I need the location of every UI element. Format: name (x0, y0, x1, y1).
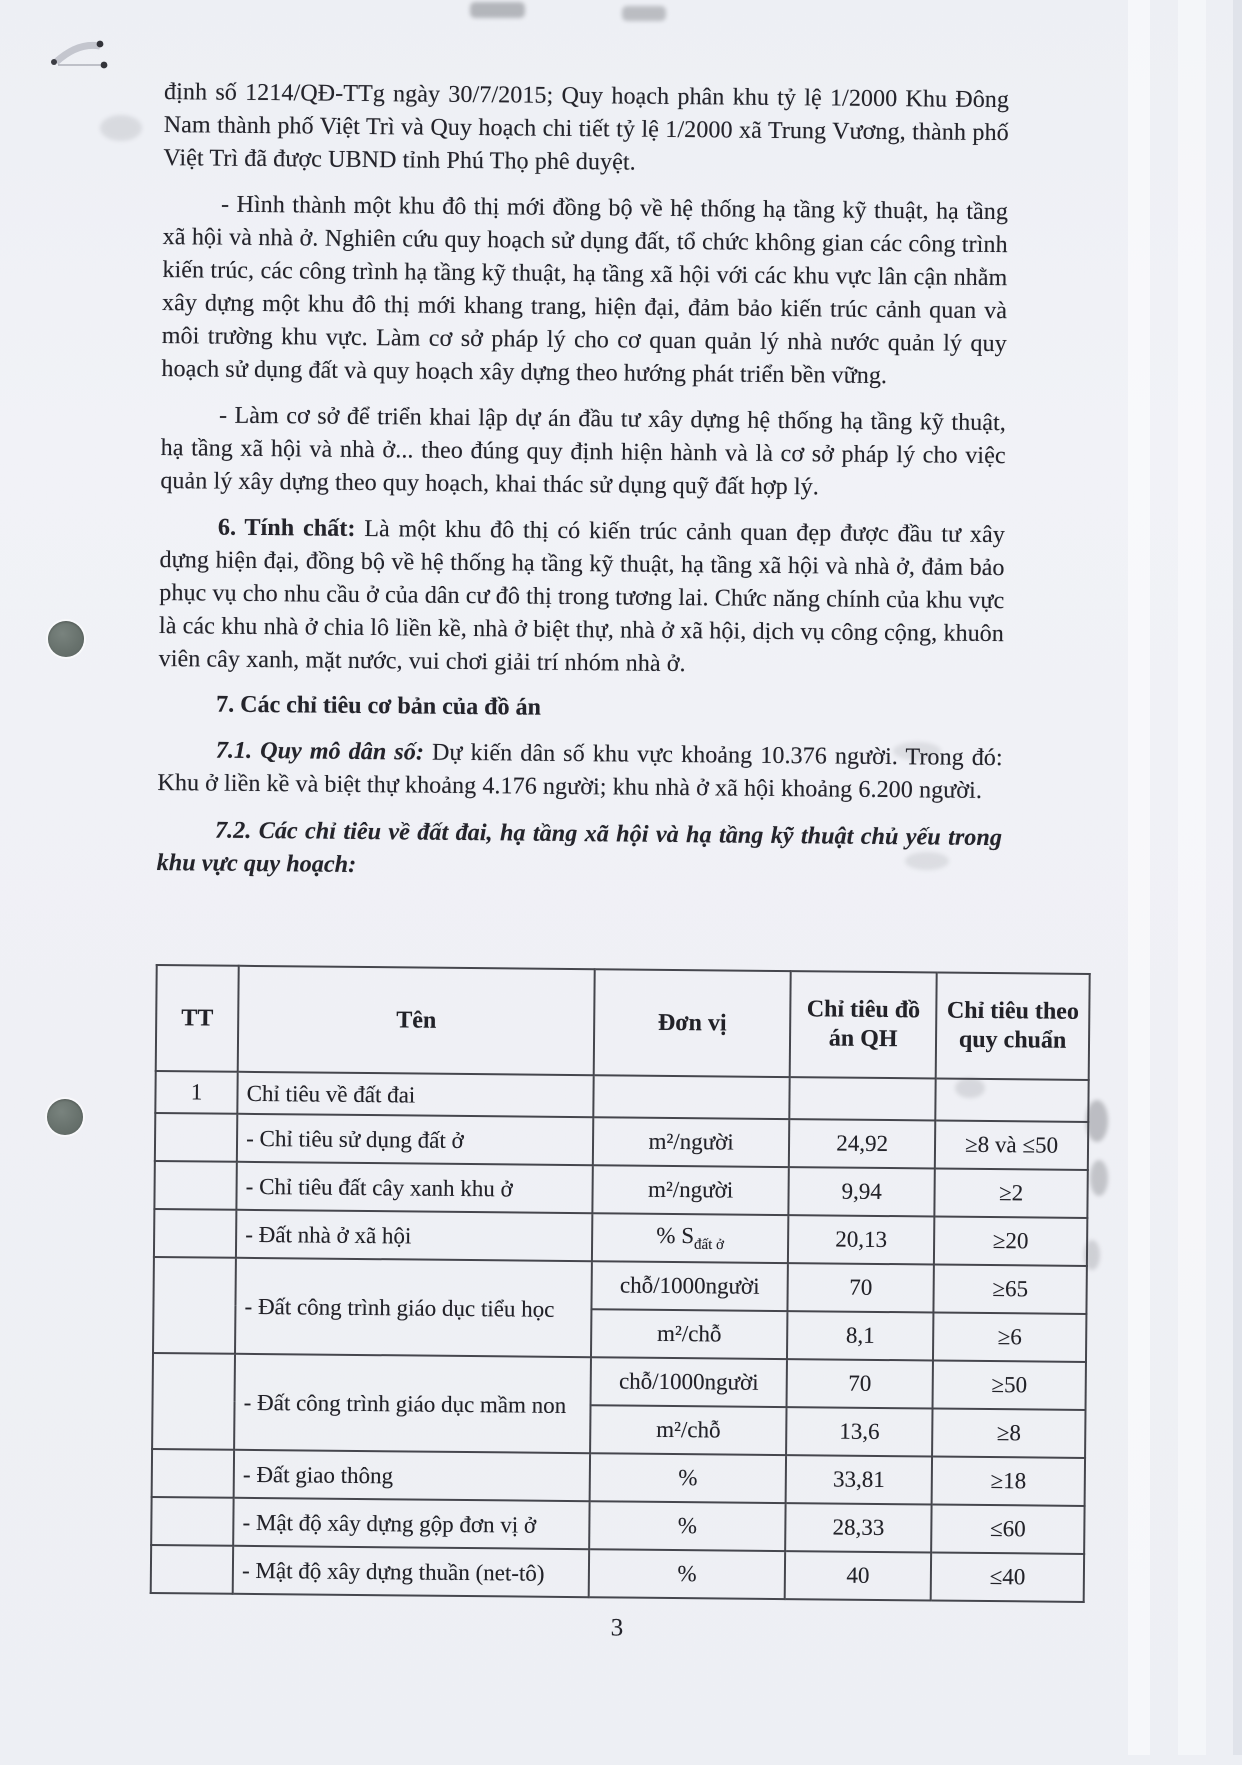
cell-tt (153, 1257, 236, 1354)
cell-tt (154, 1161, 237, 1210)
cell-tt (152, 1449, 235, 1498)
cell-name: - Đất công trình giáo dục tiểu học (235, 1258, 592, 1357)
cell-qh: 8,1 (787, 1311, 934, 1360)
section-6-text: Là một khu đô thị có kiến trúc cảnh quan đẹp được đầu tư xây dựng hiện đại, đồng bộ về hệ thống hạ tầng kỹ thuật, hạ tầng xã hội và nhà ở, đảm bảo phục vụ cho nhu cầu ở của dân cư đô thị trong tương lai. Chức năng chính của khu vực là các khu nhà ở chia lô liền kề, nhà ở biệt thự, nhà ở xã hội, dịch vụ công cộng, khuôn viên cây xanh, mặt nước, vui chơi giải trí nhóm nhà ở. (158, 515, 1006, 678)
cell-unit: m²/chỗ (590, 1405, 786, 1455)
cell-standard: ≤40 (931, 1552, 1084, 1601)
cell-standard: ≥6 (933, 1312, 1086, 1361)
cell-name: - Chỉ tiêu đất cây xanh khu ở (237, 1162, 593, 1213)
cell-unit: m²/người (593, 1117, 789, 1167)
cell-standard: ≤60 (931, 1504, 1084, 1553)
cell-qh: 70 (787, 1359, 934, 1408)
criteria-table (150, 964, 1091, 1603)
table-row (153, 1257, 1086, 1314)
table-header-row (156, 965, 1090, 1080)
header-unit: Đơn vị (594, 969, 791, 1077)
cell-name: - Mật độ xây dựng gộp đơn vị ở (233, 1498, 589, 1549)
cell-qh (789, 1077, 935, 1120)
header-qh: Chỉ tiêu đồ án QH (790, 971, 937, 1078)
cell-qh: 24,92 (789, 1119, 936, 1168)
cell-tt (154, 1209, 237, 1258)
cell-standard: ≥2 (934, 1168, 1087, 1217)
cell-tt (152, 1353, 235, 1450)
cell-unit: chỗ/1000người (592, 1261, 788, 1311)
section-7-1-text: Dự kiến dân số khu vực khoảng 10.376 người. Trong đó: Khu ở liền kề và biệt thự khoảng 4.176 người; khu nhà ở xã hội khoảng 6.200 người. (157, 739, 1003, 804)
table-row (151, 1545, 1084, 1602)
header-standard: Chỉ tiêu theo quy chuẩn (936, 973, 1090, 1080)
cell-unit (593, 1075, 789, 1119)
cell-tt (151, 1545, 234, 1594)
cell-qh: 9,94 (788, 1167, 935, 1216)
page-number: 3 (610, 1614, 624, 1642)
section-7-1-label: 7.1. Quy mô dân số: (215, 737, 425, 766)
unit-subscript: đất ở (693, 1236, 725, 1253)
cell-unit (592, 1213, 788, 1263)
cell-tt: 1 (155, 1071, 238, 1114)
cell-standard: ≥8 và ≤50 (935, 1120, 1088, 1169)
cell-standard: ≥50 (933, 1360, 1086, 1409)
paragraph-section-7-1 (157, 734, 1003, 808)
cell-qh: 28,33 (785, 1503, 932, 1552)
paragraph-section-7-2: 7.2. Các chỉ tiêu về đất đai, hạ tầng xã hội và hạ tầng kỹ thuật chủ yếu trong khu vực quy hoạch: (156, 817, 1003, 878)
cell-unit: m²/chỗ (591, 1309, 787, 1359)
paragraph-decision-reference: định số 1214/QĐ-TTg ngày 30/7/2015; Quy hoạch phân khu tỷ lệ 1/2000 Khu Đông Nam thành phố Việt Trì và Quy hoạch chi tiết tỷ lệ 1/2000 xã Trung Vương, thành phố Việt Trì đã được UBND tỉnh Phú Thọ phê duyệt. (163, 79, 1010, 176)
cell-unit: % (590, 1453, 786, 1503)
cell-qh: 20,13 (788, 1215, 935, 1264)
cell-name: - Đất công trình giáo dục mầm non (234, 1354, 591, 1453)
unit-prefix: % S (656, 1222, 695, 1248)
cell-name: Chỉ tiêu về đất đai (237, 1072, 593, 1117)
cell-name: - Chỉ tiêu sử dụng đất ở (237, 1114, 593, 1165)
cell-qh: 70 (788, 1263, 935, 1312)
document-content (149, 0, 1242, 1648)
paragraph-section-6 (159, 511, 1006, 684)
cell-standard: ≥20 (934, 1216, 1087, 1265)
cell-name: - Đất nhà ở xã hội (236, 1210, 592, 1261)
cell-name: - Đất giao thông (234, 1450, 590, 1501)
cell-tt (151, 1497, 234, 1546)
table-row (153, 1353, 1086, 1410)
cell-qh: 40 (785, 1551, 932, 1600)
cell-unit: % (589, 1549, 785, 1599)
cell-qh: 33,81 (786, 1455, 933, 1504)
cell-tt (155, 1113, 238, 1162)
header-name: Tên (238, 966, 595, 1075)
cell-unit: m²/người (592, 1165, 788, 1215)
paragraph-objective-legal-basis: - Làm cơ sở để triển khai lập dự án đầu tư xây dựng hệ thống hạ tầng kỹ thuật, hạ tầng xã hội và nhà ở... theo đúng quy định hiện hành và là cơ sở pháp lý cho việc quản lý xây dựng theo quy hoạch, khai thác sử dụng quỹ đất hợp lý. (160, 402, 1007, 501)
cell-unit: chỗ/1000người (591, 1357, 787, 1407)
header-tt: TT (156, 965, 239, 1072)
paragraph-objective-urban-area: - Hình thành một khu đô thị mới đồng bộ về hệ thống hạ tầng kỹ thuật, hạ tầng xã hội và nhà ở. Nghiên cứu quy hoạch sử dụng đất, tổ chức không gian các công trình kiến trúc, các công trình hạ tầng kỹ thuật, hạ tầng xã hội với các khu vực lân cận nhằm xây dựng một khu đô thị mới khang trang, hiện đại, đảm bảo kiến trúc cảnh quan và môi trường khu vực. Làm cơ sở pháp lý cho cơ quan quản lý nhà nước quản lý quy hoạch sử dụng đất và quy hoạch xây dựng theo hướng phát triển bền vững. (161, 191, 1009, 389)
cell-standard: ≥65 (934, 1264, 1087, 1313)
cell-standard (935, 1078, 1088, 1121)
cell-unit: % (589, 1501, 785, 1551)
cell-standard: ≥8 (932, 1408, 1085, 1457)
cell-name: - Mật độ xây dựng thuần (net-tô) (233, 1546, 589, 1597)
cell-qh: 13,6 (786, 1407, 933, 1456)
section-7-heading: 7. Các chỉ tiêu cơ bản của đồ án (216, 691, 542, 721)
section-6-label: 6. Tính chất: (217, 514, 356, 542)
cell-standard: ≥18 (932, 1456, 1085, 1505)
